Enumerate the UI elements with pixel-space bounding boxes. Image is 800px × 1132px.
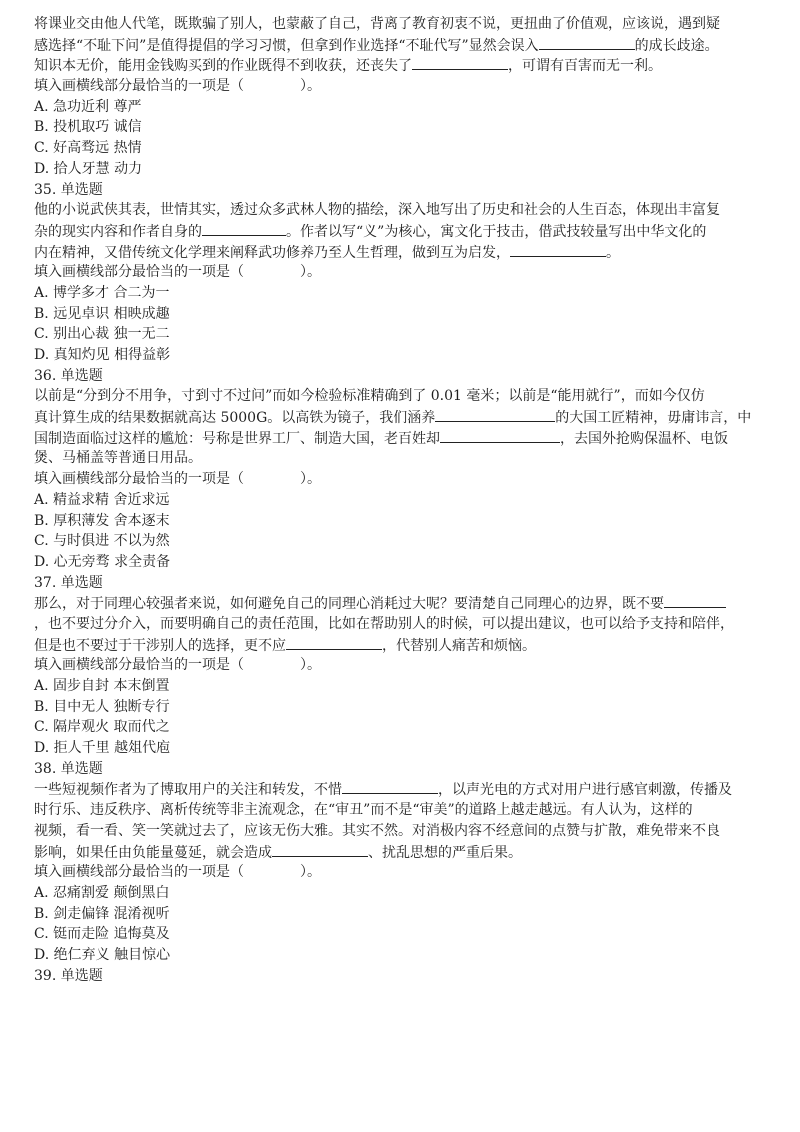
passage-text: 的成长歧途。 — [634, 37, 719, 54]
question-prompt: 填入画横线部分最恰当的一项是（ ）。 — [34, 864, 321, 881]
passage-text: 知识本无价，能用金钱购买到的作业既得不到收获，还丧失了 — [34, 58, 412, 75]
question-38 — [34, 759, 774, 966]
fill-blank — [510, 242, 606, 257]
question-36 — [34, 366, 774, 573]
option-a[interactable]: A. 固步自封 本末倒置 — [34, 678, 170, 694]
fill-blank — [539, 35, 635, 50]
passage-line — [34, 242, 774, 263]
passage-line — [34, 200, 774, 221]
passage-text: 时行乐、违反秩序、离析传统等非主流观念，在“审丑”而不是“审美”的道路上越走越远。有人认为，这样的 — [34, 802, 693, 819]
passage-text: 将课业交由他人代笔，既欺骗了别人，也蒙蔽了自己，背离了教育初衷不说，更扭曲了价值观，应该说，遇到疑 — [34, 16, 720, 32]
passage-line — [34, 448, 774, 469]
passage-text: 那么，对于同理心较强者来说，如何避免自己的同理心消耗过大呢？要清楚自己同理心的边界，既不要 — [34, 596, 664, 613]
passage-text: ，可谓有百害而无一利。 — [508, 58, 662, 75]
fill-blank — [342, 779, 438, 794]
option-a[interactable]: A. 精益求精 舍近求远 — [34, 491, 170, 508]
passage-text: 杂的现实内容和作者自身的 — [34, 223, 202, 240]
passage-line — [34, 221, 774, 242]
option-b[interactable]: B. 远见卓识 相映成趣 — [34, 305, 170, 322]
fill-blank — [440, 428, 560, 443]
passage-text: ，也不要过分介入，而要明确自己的责任范围，比如在帮助别人的时候，可以提出建议，也可以给予支持和陪伴， — [34, 615, 734, 632]
question-prompt: 填入画横线部分最恰当的一项是（ ）。 — [34, 78, 321, 95]
option-d[interactable]: D. 真知灼见 相得益彰 — [34, 347, 171, 363]
fill-blank — [664, 593, 726, 608]
question-title: 39. 单选题 — [34, 967, 103, 984]
option-b[interactable]: B. 目中无人 独断专行 — [34, 698, 170, 715]
passage-line — [34, 14, 774, 35]
question-35 — [34, 180, 774, 366]
fill-blank — [412, 55, 508, 70]
option-c[interactable]: C. 别出心裁 独一无二 — [34, 326, 170, 343]
option-c[interactable]: C. 与时俱进 不以为然 — [34, 533, 170, 550]
question-title: 36. 单选题 — [34, 367, 103, 384]
passage-text: 国制造面临过这样的尴尬：号称是世界工厂、制造大国，老百姓却 — [34, 430, 440, 447]
question-34-continued — [34, 14, 774, 180]
passage-text: 一些短视频作者为了博取用户的关注和转发，不惜 — [34, 782, 342, 799]
option-a[interactable]: A. 急功近利 尊严 — [34, 98, 142, 115]
passage-line — [34, 614, 774, 635]
question-prompt: 填入画横线部分最恰当的一项是（ ）。 — [34, 471, 321, 488]
passage-text: 感选择“不耻下问”是值得提倡的学习习惯，但拿到作业选择“不耻代写”显然会误入 — [34, 37, 539, 54]
option-b[interactable]: B. 投机取巧 诚信 — [34, 119, 142, 136]
passage-text: 影响，如果任由负能量蔓延，就会造成 — [34, 844, 272, 861]
option-a[interactable]: A. 博学多才 合二为一 — [34, 284, 170, 301]
passage-text: ，去国外抢购保温杯、电饭 — [560, 430, 728, 447]
exam-document — [34, 14, 774, 986]
passage-line — [34, 779, 774, 800]
passage-line — [34, 635, 774, 656]
option-d[interactable]: D. 绝仁弃义 触目惊心 — [34, 946, 171, 963]
passage-text: 。 — [606, 244, 620, 261]
question-title: 38. 单选题 — [34, 760, 103, 777]
question-39 — [34, 966, 774, 987]
question-title: 37. 单选题 — [34, 574, 103, 591]
fill-blank — [272, 842, 368, 857]
question-37 — [34, 573, 774, 759]
passage-text: 煲、马桶盖等普通日用品。 — [34, 450, 202, 467]
passage-text: 。作者以写“义”为核心，寓文化于技击，借武技较量写出中华文化的 — [286, 223, 707, 240]
option-c[interactable]: C. 好高骛远 热情 — [34, 140, 142, 157]
passage-line — [34, 55, 774, 76]
option-c[interactable]: C. 隔岸观火 取而代之 — [34, 719, 170, 736]
passage-text: 、扰乱思想的严重后果。 — [368, 844, 522, 861]
option-d[interactable]: D. 拒人千里 越俎代庖 — [34, 740, 171, 757]
passage-line — [34, 407, 774, 428]
passage-line — [34, 800, 774, 821]
passage-text: 他的小说武侠其表，世情其实，透过众多武林人物的描绘，深入地写出了历史和社会的人生百态，体现出丰富复 — [34, 202, 720, 219]
passage-line — [34, 35, 774, 56]
passage-text: 真计算生成的结果数据就高达 5000G。以高铁为镜子，我们涵养 — [34, 410, 436, 427]
passage-text: 视频，看一看、笑一笑就过去了，应该无伤大雅。其实不然。对消极内容不经意间的点赞与扩散，难免带来不良 — [34, 822, 720, 839]
option-d[interactable]: D. 心无旁骛 求全责备 — [34, 553, 171, 570]
passage-text: 内在精神，又借传统文化学理来阐释武功修养乃至人生哲理，做到互为启发， — [34, 244, 510, 261]
passage-text: ，代替别人痛苦和烦恼。 — [382, 637, 536, 654]
passage-text: 但是也不要过于干涉别人的选择，更不应 — [34, 637, 286, 654]
passage-line — [34, 386, 774, 407]
fill-blank — [435, 407, 555, 422]
question-prompt: 填入画横线部分最恰当的一项是（ ）。 — [34, 657, 321, 674]
passage-text: 以前是“分到分不用争，寸到寸不过问”而如今检验标准精确到了 0.01 毫米；以前是“能用就行”，而如今仅仿 — [34, 388, 705, 405]
option-c[interactable]: C. 铤而走险 追悔莫及 — [34, 926, 170, 943]
question-prompt: 填入画横线部分最恰当的一项是（ ）。 — [34, 264, 321, 281]
fill-blank — [286, 635, 382, 650]
option-a[interactable]: A. 忍痛割爱 颠倒黑白 — [34, 884, 170, 901]
passage-line — [34, 428, 774, 449]
option-d[interactable]: D. 拾人牙慧 动力 — [34, 160, 143, 177]
passage-line — [34, 593, 774, 614]
passage-line — [34, 821, 774, 842]
question-title: 35. 单选题 — [34, 181, 103, 198]
option-b[interactable]: B. 厚积薄发 舍本逐末 — [34, 512, 170, 529]
passage-text: 的大国工匠精神，毋庸讳言，中 — [555, 410, 752, 427]
passage-line — [34, 842, 774, 863]
passage-text: ，以声光电的方式对用户进行感官刺激，传播及 — [438, 782, 732, 799]
option-b[interactable]: B. 剑走偏锋 混淆视听 — [34, 905, 170, 922]
fill-blank — [202, 221, 286, 236]
